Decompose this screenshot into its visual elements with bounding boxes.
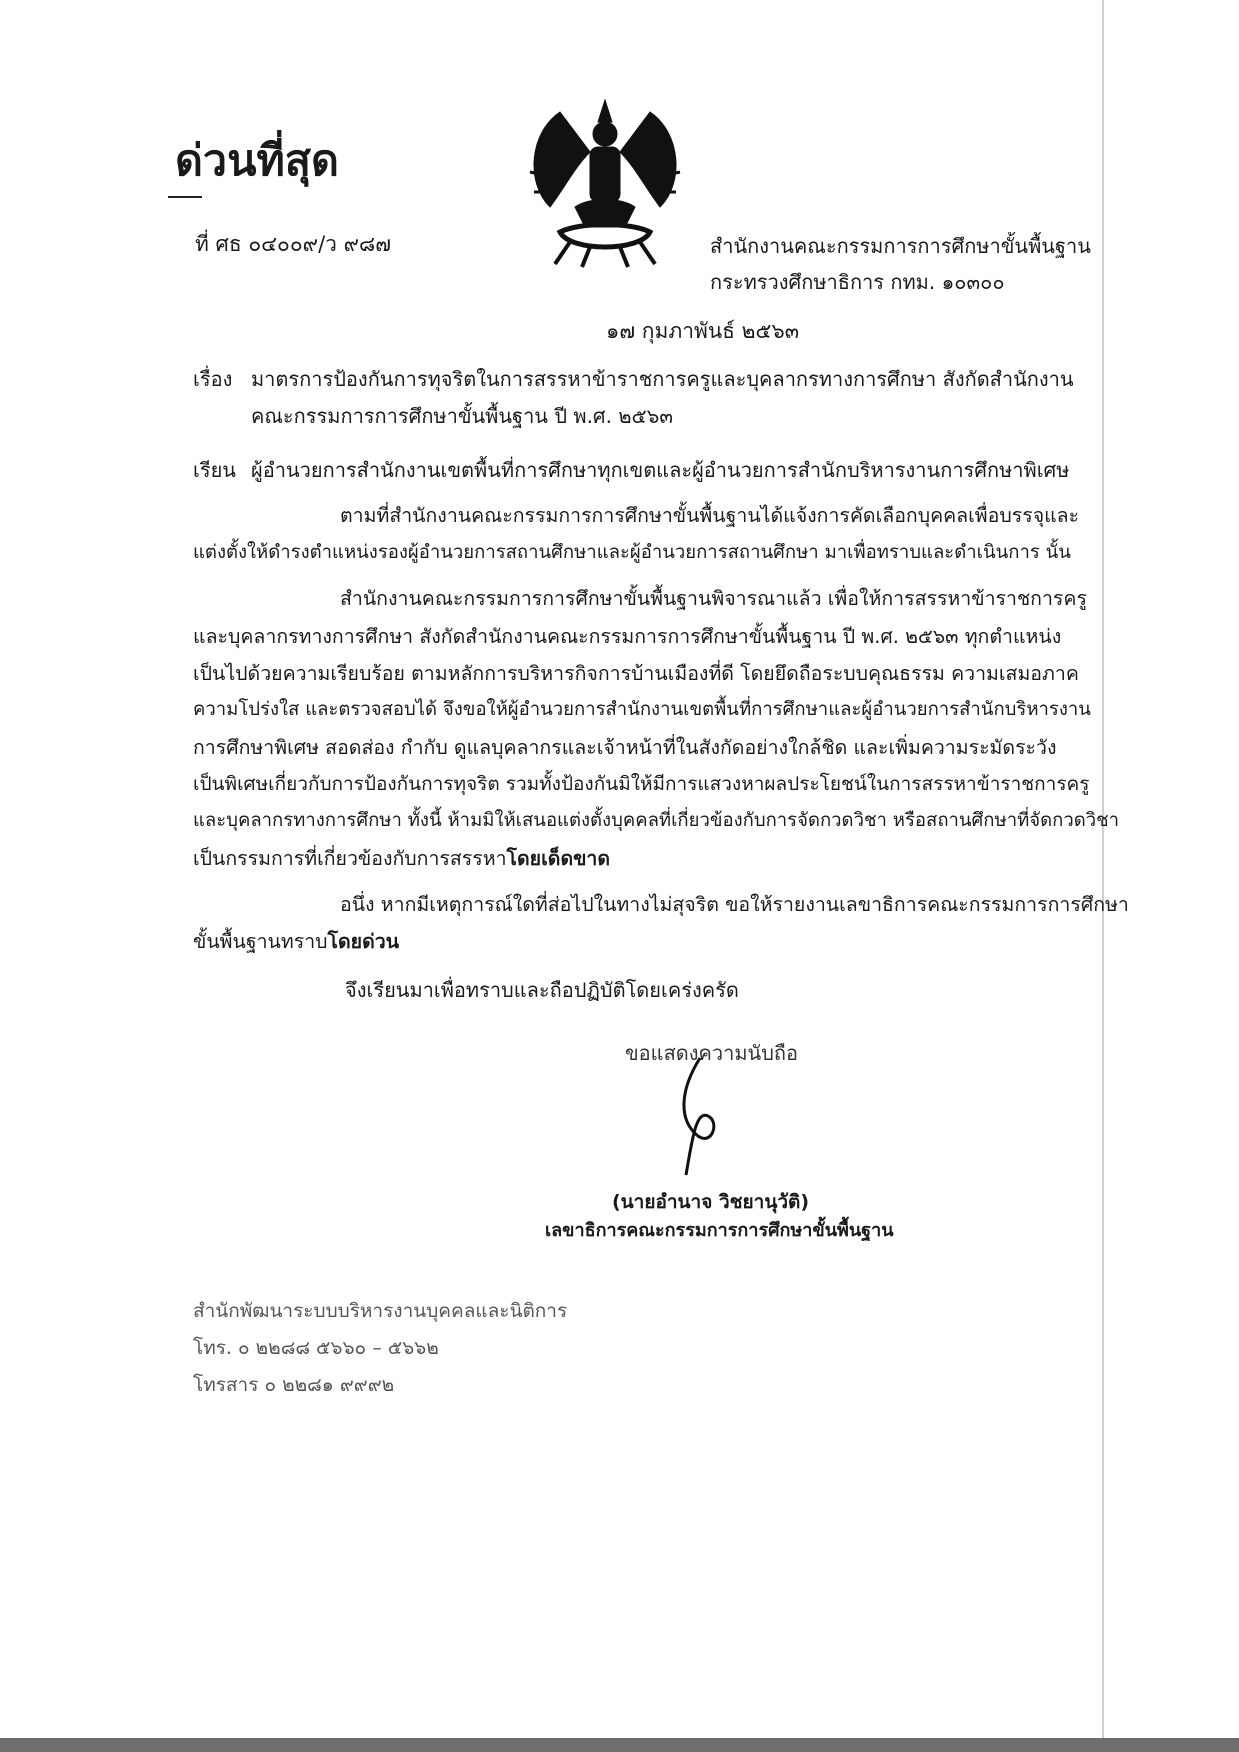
recipient-text: ผู้อำนวยการสำนักงานเขตพื้นที่การศึกษาทุกเขตและผู้อำนวยการสำนักบริหารงานการศึกษาพิเศษ bbox=[251, 458, 1070, 482]
contact-fax: โทรสาร ๐ ๒๒๘๑ ๙๙๙๒ bbox=[193, 1374, 395, 1396]
agency-address: กระทรวงศึกษาธิการ กทม. ๑๐๓๐๐ bbox=[710, 270, 1005, 294]
signer-title: เลขาธิการคณะกรรมการการศึกษาขั้นพื้นฐาน bbox=[545, 1220, 894, 1241]
closing-statement: จึงเรียนมาเพื่อทราบและถือปฏิบัติโดยเคร่งครัด bbox=[345, 978, 739, 1002]
urgent-underline bbox=[168, 196, 202, 198]
document-number: ที่ ศธ ๐๔๐๐๙/ว ๙๘๗ bbox=[195, 232, 391, 256]
paragraph2-emphasis: โดยเด็ดขาด bbox=[506, 847, 611, 870]
scan-bottom-bar bbox=[0, 1738, 1239, 1752]
paragraph2-line6: เป็นพิเศษเกี่ยวกับการป้องกันการทุจริต รวมทั้งป้องกันมิให้มีการแสวงหาผลประโยชน์ในการสรรหาข้าราชการครู bbox=[193, 773, 1090, 795]
paragraph3-last-text: ขั้นพื้นฐานทราบ bbox=[193, 930, 328, 953]
subject-text-line1: มาตรการป้องกันการทุจริตในการสรรหาข้าราชการครูและบุคลากรทางการศึกษา สังกัดสำนักงาน bbox=[251, 367, 1074, 391]
paragraph2-line7: และบุคลากรทางการศึกษา ทั้งนี้ ห้ามมิให้เสนอแต่งตั้งบุคคลที่เกี่ยวข้องกับการจัดกวดวิชา หรือสถานศึกษาที่จัดกวดวิชา bbox=[193, 810, 1120, 831]
issuing-agency bbox=[710, 228, 1091, 300]
paragraph1-line1: ตามที่สำนักงานคณะกรรมการการศึกษาขั้นพื้นฐานได้แจ้งการคัดเลือกบุคคลเพื่อบรรจุและ bbox=[340, 504, 1080, 527]
paragraph2-line4: ความโปร่งใส และตรวจสอบได้ จึงขอให้ผู้อำนวยการสำนักงานเขตพื้นที่การศึกษาและผู้อำนวยการสำนักบริหารงาน bbox=[193, 699, 1091, 720]
regards-line: ขอแสดงความนับถือ bbox=[625, 1041, 799, 1065]
recipient-label: เรียน bbox=[193, 458, 236, 482]
paragraph2-line3: เป็นไปด้วยความเรียบร้อย ตามหลักการบริหารกิจการบ้านเมืองที่ดี โดยยึดถือระบบคุณธรรม ความเสมอภาค bbox=[193, 662, 1079, 685]
contact-office: สำนักพัฒนาระบบบริหารงานบุคคลและนิติการ bbox=[193, 1300, 568, 1322]
urgent-stamp: ด่วนที่สุด bbox=[175, 136, 339, 186]
garuda-emblem-icon bbox=[520, 92, 690, 272]
paragraph2-line2: และบุคลากรทางการศึกษา สังกัดสำนักงานคณะกรรมการการศึกษาขั้นพื้นฐาน ปี พ.ศ. ๒๕๖๓ ทุกตำแหน่ง bbox=[193, 625, 1062, 648]
handwritten-signature-icon bbox=[650, 1050, 740, 1180]
contact-phone: โทร. ๐ ๒๒๘๘ ๕๖๖๐ – ๕๖๖๒ bbox=[193, 1337, 439, 1359]
scan-edge-line bbox=[1102, 0, 1104, 1752]
paragraph1-line2: แต่งตั้งให้ดำรงตำแหน่งรองผู้อำนวยการสถานศึกษาและผู้อำนวยการสถานศึกษา มาเพื่อทราบและดำเนินการ นั้น bbox=[193, 542, 1071, 563]
recipient-row bbox=[193, 454, 1069, 486]
agency-name: สำนักงานคณะกรรมการการศึกษาขั้นพื้นฐาน bbox=[710, 234, 1091, 258]
paragraph3-emphasis: โดยด่วน bbox=[327, 930, 400, 953]
signer-name: (นายอำนาจ วิชยานุวัติ) bbox=[612, 1191, 810, 1213]
subject-text-line2: คณะกรรมการการศึกษาขั้นพื้นฐาน ปี พ.ศ. ๒๕๖๓ bbox=[251, 404, 674, 428]
paragraph2-line5: การศึกษาพิเศษ สอดส่อง กำกับ ดูแลบุคลากรและเจ้าหน้าที่ในสังกัดอย่างใกล้ชิด และเพิ่มความระมัดระวัง bbox=[193, 736, 1057, 759]
paragraph2-last-text: เป็นกรรมการที่เกี่ยวข้องกับการสรรหา bbox=[193, 847, 507, 870]
paragraph3-line2 bbox=[193, 926, 399, 957]
letter-date: ๑๗ กุมภาพันธ์ ๒๕๖๓ bbox=[606, 319, 800, 343]
paragraph2-line1: สำนักงานคณะกรรมการการศึกษาขั้นพื้นฐานพิจารณาแล้ว เพื่อให้การสรรหาข้าราชการครู bbox=[340, 587, 1087, 610]
subject-row bbox=[193, 363, 1074, 395]
subject-label: เรื่อง bbox=[193, 367, 233, 391]
paragraph3-line1: อนึ่ง หากมีเหตุการณ์ใดที่ส่อไปในทางไม่สุจริต ขอให้รายงานเลขาธิการคณะกรรมการการศึกษา bbox=[340, 893, 1129, 916]
paragraph2-line8 bbox=[193, 843, 610, 874]
